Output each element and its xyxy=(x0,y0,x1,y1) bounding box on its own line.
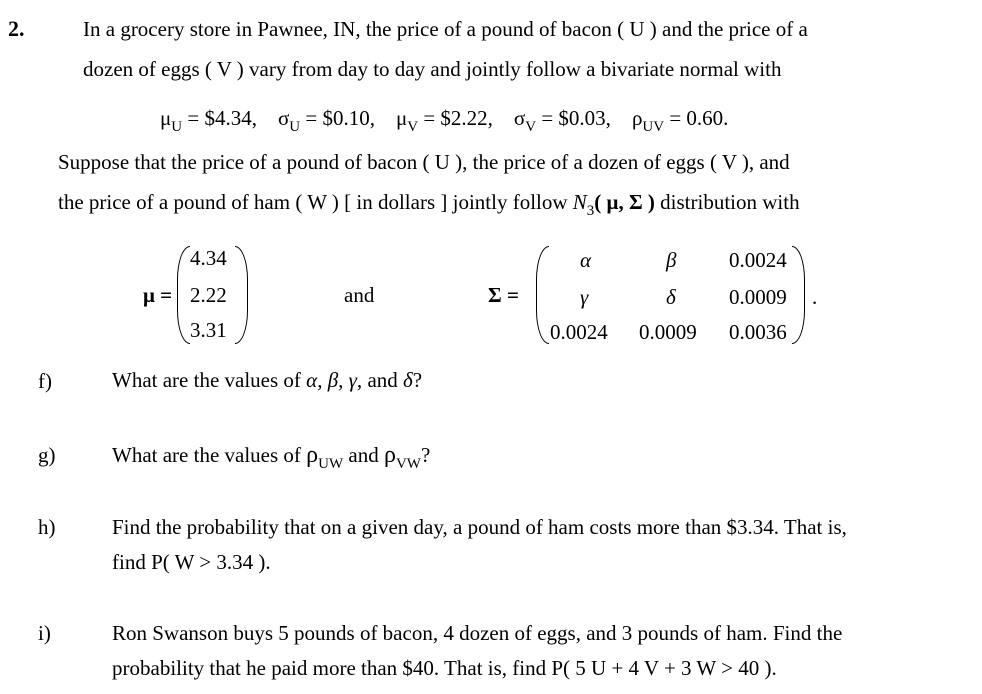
part-f-label: f) xyxy=(38,369,52,393)
mu-u-subscript: U xyxy=(171,119,183,135)
part-f-question-mark: ? xyxy=(412,368,423,392)
mu-v-symbol: μ xyxy=(395,106,408,130)
mu-u-symbol: μ xyxy=(160,106,172,130)
mu-v-value: = $2.22, xyxy=(423,106,493,130)
part-h-line-1: Find the probability that on a given day, a pound of ham costs more than $3.34. That is, xyxy=(112,515,847,539)
rho-vw-subscript: VW xyxy=(395,456,421,472)
sigma-u-symbol: σ xyxy=(277,106,290,130)
part-f-delta: δ xyxy=(403,368,413,392)
part-f-prompt: What are the values of xyxy=(112,368,301,392)
part-g-prompt: What are the values of xyxy=(112,443,301,467)
distribution-args: ( μ, Σ ) xyxy=(594,190,655,214)
mu-vector-entry: 3.31 xyxy=(190,318,227,342)
suppose-line-2-end: distribution with xyxy=(660,190,800,214)
sigma-cell: 0.0024 xyxy=(729,248,787,272)
part-h-label: h) xyxy=(38,515,56,539)
rho-uv-value: = 0.60. xyxy=(669,106,729,130)
part-h-line-2: find P( W > 3.34 ). xyxy=(112,550,271,574)
sigma-v-value: = $0.03, xyxy=(541,106,611,130)
sigma-cell-gamma: γ xyxy=(580,285,589,309)
mu-right-paren xyxy=(235,246,248,344)
matrix-period: . xyxy=(812,285,818,309)
sigma-right-paren xyxy=(792,246,805,344)
rho-vw-symbol: ρ xyxy=(383,442,396,468)
sigma-cell: 0.0009 xyxy=(639,320,697,344)
mu-left-paren xyxy=(177,246,190,344)
part-i-line-1: Ron Swanson buys 5 pounds of bacon, 4 dozen of eggs, and 3 pounds of ham. Find the xyxy=(112,621,843,645)
part-i-label: i) xyxy=(38,621,51,645)
sigma-v-subscript: V xyxy=(525,119,537,135)
distribution-symbol: N xyxy=(572,190,587,214)
parameter-line xyxy=(160,106,729,135)
sigma-v-symbol: σ xyxy=(513,106,526,130)
rho-uv-symbol: ρ xyxy=(631,106,643,130)
part-g-question-mark: ? xyxy=(420,443,431,467)
rho-uw-subscript: UW xyxy=(318,456,344,472)
mu-label: μ = xyxy=(143,283,173,307)
rho-uv-subscript: UV xyxy=(642,119,665,135)
sigma-cell: 0.0009 xyxy=(729,285,787,309)
suppose-line-2 xyxy=(58,190,800,219)
sigma-label: Σ = xyxy=(488,283,519,307)
distribution-subscript: 3 xyxy=(586,203,595,219)
mu-v-subscript: V xyxy=(407,119,419,135)
sigma-left-paren xyxy=(536,246,549,344)
part-f-text xyxy=(112,368,422,393)
suppose-line-2-text: the price of a pound of ham ( W ) [ in dollars ] jointly follow xyxy=(58,190,568,214)
part-g-text xyxy=(112,442,431,472)
mu-u-value: = $4.34, xyxy=(187,106,257,130)
rho-uw-symbol: ρ xyxy=(306,442,319,468)
and-word: and xyxy=(344,283,375,307)
part-i-line-2: probability that he paid more than $40. That is, find P( 5 U + 4 V + 3 W > 40 ). xyxy=(112,656,777,680)
intro-line-2: dozen of eggs ( V ) vary from day to day and jointly follow a bivariate normal with xyxy=(83,57,782,81)
sigma-u-subscript: U xyxy=(289,119,301,135)
part-g-and: and xyxy=(348,443,379,467)
mu-vector-entry: 4.34 xyxy=(190,246,227,270)
mu-vector-entry: 2.22 xyxy=(190,283,227,307)
suppose-line-1: Suppose that the price of a pound of bacon ( U ), the price of a dozen of eggs ( V ), and xyxy=(58,150,790,174)
sigma-cell-beta: β xyxy=(666,248,677,272)
intro-line-1: In a grocery store in Pawnee, IN, the price of a pound of bacon ( U ) and the price of a xyxy=(83,17,808,41)
part-f-variables: α, β, γ, xyxy=(306,368,363,392)
sigma-cell-alpha: α xyxy=(580,248,592,272)
part-f-and: and xyxy=(367,368,398,392)
problem-number: 2. xyxy=(8,16,25,41)
part-g-label: g) xyxy=(38,443,56,467)
sigma-cell: 0.0024 xyxy=(550,320,608,344)
sigma-u-value: = $0.10, xyxy=(305,106,375,130)
sigma-cell-delta: δ xyxy=(666,285,676,309)
sigma-cell: 0.0036 xyxy=(729,320,787,344)
